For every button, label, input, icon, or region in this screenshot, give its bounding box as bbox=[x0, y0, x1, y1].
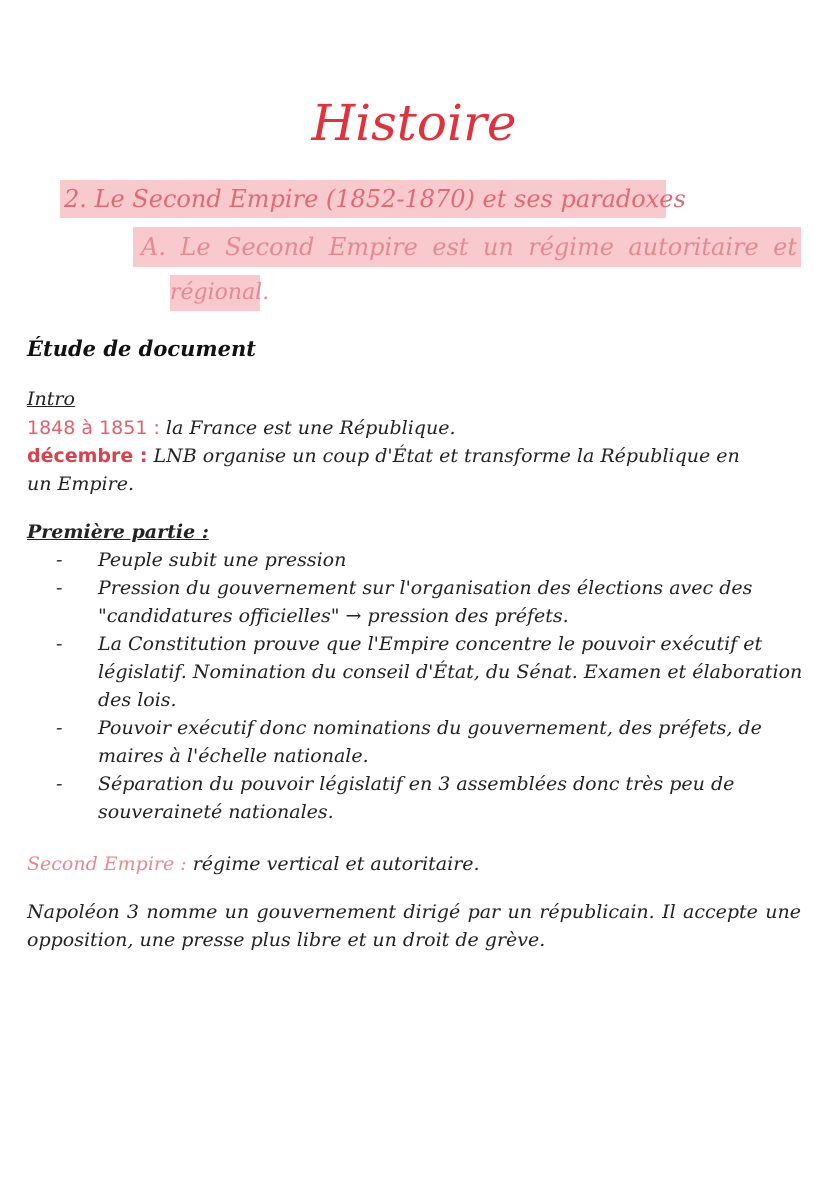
summary-line bbox=[27, 850, 480, 878]
intro-text-1: la France est une République. bbox=[159, 417, 456, 439]
list-item: - Pouvoir exécutif donc nominations du gouvernement, des préfets, de maires à l'échelle nationale. bbox=[56, 717, 762, 767]
summary-text: régime vertical et autoritaire. bbox=[186, 853, 480, 875]
conclusion-paragraph: Napoléon 3 nomme un gouvernement dirigé par un républicain. Il accepte une opposition, une presse plus libre et un droit de grève. bbox=[27, 901, 801, 951]
premiere-partie-heading: Première partie : bbox=[27, 521, 209, 543]
intro-text-2: LNB organise un coup d'État et transforme la République en bbox=[147, 445, 740, 467]
bullet-list bbox=[56, 546, 816, 826]
intro-line-2 bbox=[27, 442, 740, 470]
intro-line-3: un Empire. bbox=[27, 473, 135, 495]
summary-label: Second Empire : bbox=[27, 853, 187, 875]
section-heading-line1: A. Le Second Empire est un régime autoritaire et bbox=[133, 227, 801, 267]
page-title: Histoire bbox=[311, 94, 517, 152]
intro-line-1 bbox=[27, 414, 456, 442]
list-item: - Pression du gouvernement sur l'organisation des élections avec des "candidatures officielles" → pression des préfets. bbox=[56, 577, 753, 627]
list-item: - La Constitution prouve que l'Empire concentre le pouvoir exécutif et législatif. Nomination du conseil d'État, du Sénat. Examen et élaboration des lois. bbox=[56, 633, 803, 711]
chapter-heading: 2. Le Second Empire (1852-1870) et ses paradoxes bbox=[60, 180, 666, 218]
intro-label: Intro bbox=[27, 388, 75, 410]
list-item: - Peuple subit une pression bbox=[56, 549, 347, 571]
month-label: décembre : bbox=[27, 445, 148, 467]
section-heading-line2: régional. bbox=[170, 275, 260, 311]
list-item: - Séparation du pouvoir législatif en 3 assemblées donc très peu de souveraineté nationales. bbox=[56, 773, 735, 823]
etude-heading: Étude de document bbox=[27, 336, 256, 361]
date-label: 1848 à 1851 : bbox=[27, 417, 160, 439]
